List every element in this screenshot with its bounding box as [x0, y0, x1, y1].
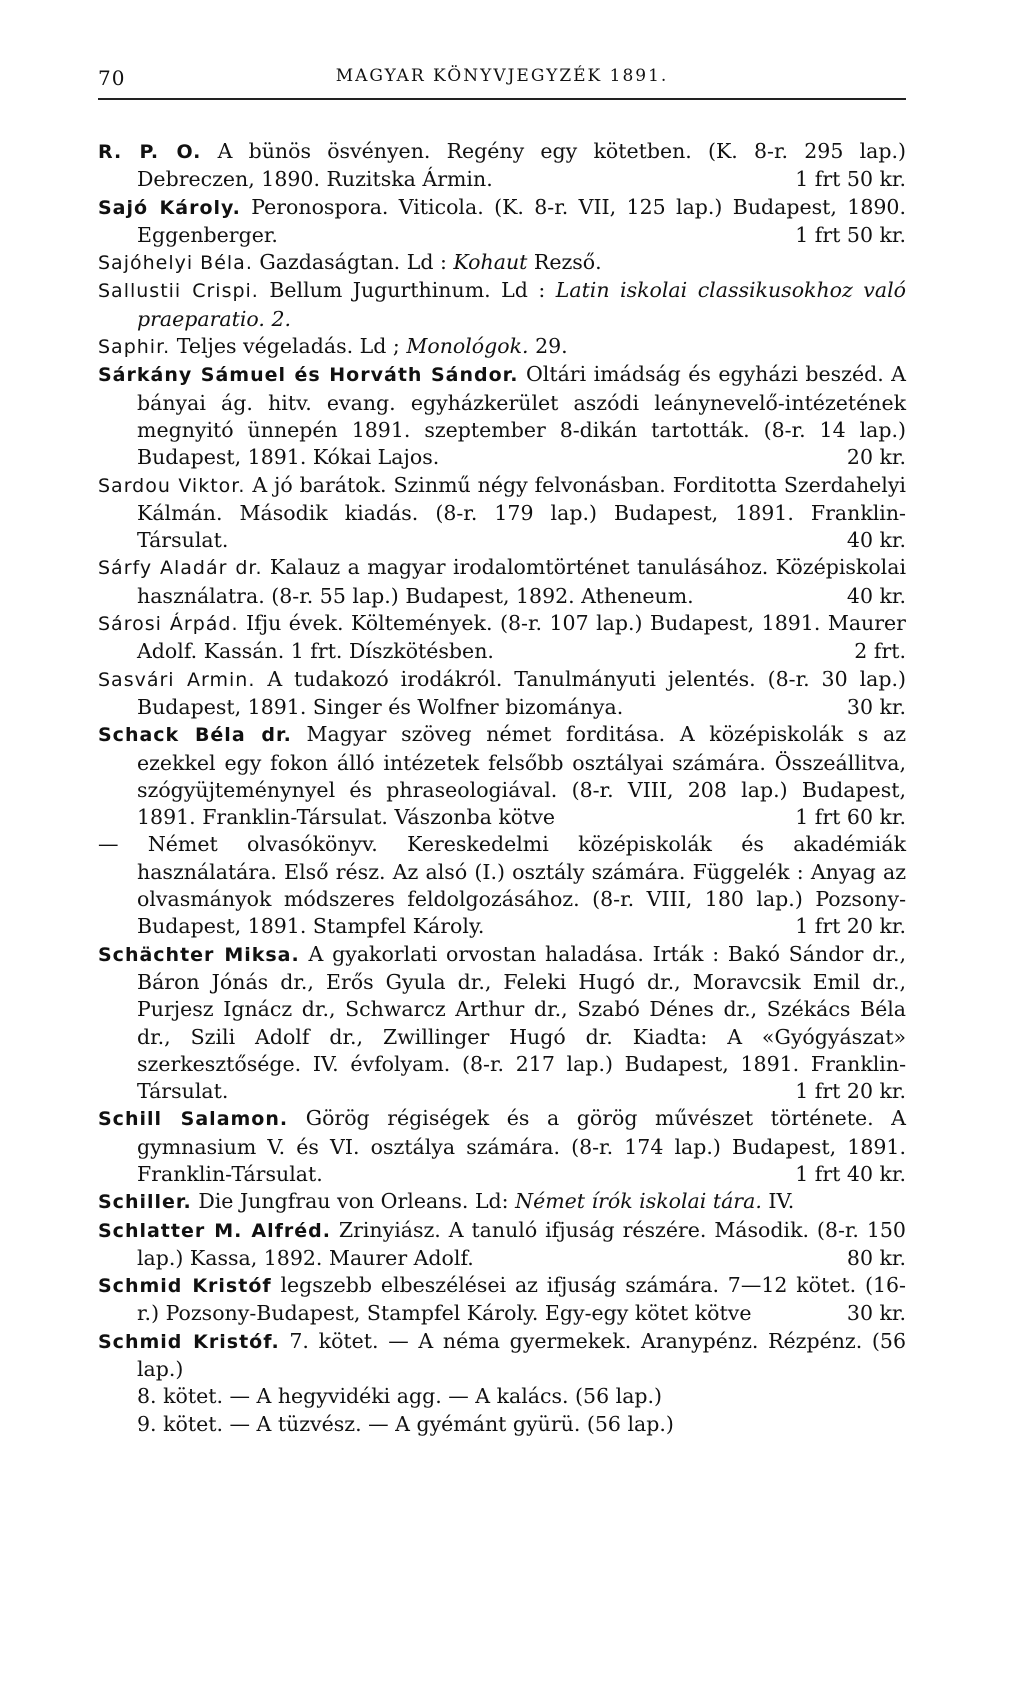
entry-text: Peronospora. Viticola. (K. 8-r. VII, 125 lap.) Budapest, 1890. Eggenberger. — [137, 194, 906, 247]
entry-text-tail: 29. — [535, 334, 568, 359]
entry-price: 30 kr. — [846, 694, 906, 719]
catalog-entry — [98, 333, 906, 361]
catalog-entry — [98, 666, 906, 722]
entry-text: Ifju évek. Költemények. (8-r. 107 lap.) Budapest, 1891. Maurer Adolf. Kassán. 1 frt. Díszkötésben. — [137, 611, 906, 664]
catalog-entry — [98, 1105, 906, 1188]
entry-list — [98, 138, 906, 1438]
entry-author: Sasvári Armin. — [98, 668, 256, 691]
entry-author: Schack Béla dr. — [98, 724, 292, 747]
entry-text-tail: Rezső. — [533, 250, 602, 275]
header-rule — [98, 98, 906, 100]
entry-dash: — — [98, 832, 119, 857]
entry-price: 2 frt. — [854, 639, 906, 664]
catalog-entry — [98, 277, 906, 333]
entry-text: 8. kötet. — A hegyvidéki agg. — A kalács. (56 lap.) — [137, 1384, 663, 1409]
catalog-entry — [98, 1217, 906, 1273]
entry-author: Saphir. — [98, 336, 171, 359]
entry-text: Teljes végeladás. Ld ; — [176, 334, 400, 359]
entry-crossref: Német írók iskolai tára. — [515, 1189, 762, 1214]
entry-author: Sardou Viktor. — [98, 474, 246, 497]
catalog-entry — [98, 941, 906, 1106]
catalog-entry — [98, 194, 906, 250]
entry-text: Zrinyiász. A tanuló ifjuság részére. Második. (8-r. 150 lap.) Kassa, 1892. Maurer Adolf. — [137, 1217, 906, 1270]
catalog-entry-continuation — [98, 1383, 906, 1410]
page-title: MAGYAR KÖNYVJEGYZÉK 1891. — [335, 66, 669, 86]
entry-author: Sárkány Sámuel és Horváth Sándor. — [98, 364, 519, 387]
entry-price: 20 kr. — [846, 445, 906, 470]
entry-text: A bünös ösvényen. Regény egy kötetben. (K. 8-r. 295 lap.) Debreczen, 1890. Ruzitska Ármin. — [137, 139, 906, 192]
page-number: 70 — [98, 66, 126, 90]
entry-crossref: Kohaut — [453, 250, 528, 275]
entry-text: A jó barátok. Szinmű négy felvonásban. Forditotta Szerdahelyi Kálmán. Második kiadás. (8-r. 179 lap.) Budapest, 1891. Franklin-Társulat. — [137, 472, 906, 553]
entry-author: Schächter Miksa. — [98, 943, 300, 966]
catalog-entry — [98, 721, 906, 831]
entry-price: 1 frt 50 kr. — [795, 222, 906, 247]
entry-author: R. P. O. — [98, 141, 202, 163]
catalog-entry — [98, 1328, 906, 1384]
catalog-entry-continuation — [98, 1411, 906, 1438]
entry-price: 1 frt 20 kr. — [795, 914, 906, 939]
entry-price: 1 frt 40 kr. — [795, 1161, 906, 1186]
entry-text: Magyar szöveg német forditása. A középiskolák s az ezekkel egy fokon álló intézetek felsőbb osztályai számára. Összeállitva, szógyüjteménynyel és phraseologiával. (8-r. VIII, 208 lap.) Budapest, 1891. Franklin-Társulat. Vászonba kötve — [137, 722, 906, 830]
entry-author: Schmid Kristóf. — [98, 1330, 280, 1353]
entry-text: Német olvasókönyv. Kereskedelmi középiskolák és akadémiák használatára. Első rész. Az alsó (I.) osztály számára. Függelék : Anyag az olvasmányok módszeres feldolgozásához. (8-r. VIII, 180 lap.) Pozsony-Budapest, 1891. Stampfel Károly. — [137, 832, 906, 939]
entry-crossref: Latin iskolai classikusokhoz való praeparatio. 2. — [137, 278, 906, 331]
entry-text: 7. kötet. — A néma gyermekek. Aranypénz. Rézpénz. (56 lap.) — [137, 1328, 907, 1382]
entry-text: A gyakorlati orvostan haladása. Irták : Bakó Sándor dr., Báron Jónás dr., Erős Gyula dr., Feleki Hugó dr., Moravcsik Emil dr., Purjesz Ignácz dr., Schwarcz Arthur dr., Szabó Dénes dr., Székács Béla dr., Szili Adolf dr., Zwillinger Hugó dr. Kiadta: A «Gyógyászat» szerkesztősége. IV. évfolyam. (8-r. 217 lap.) Budapest, 1891. Franklin-Társulat. — [137, 941, 906, 1104]
entry-author: Sajóhelyi Béla. — [98, 252, 253, 275]
entry-author: Sárfy Aladár dr. — [98, 557, 263, 580]
catalog-entry — [98, 1272, 906, 1328]
catalog-entry — [98, 249, 906, 277]
entry-author: Schlatter M. Alfréd. — [98, 1219, 331, 1242]
catalog-entry — [98, 1188, 906, 1216]
entry-text: Bellum Jugurthinum. Ld : — [269, 278, 546, 303]
entry-author: Schiller. — [98, 1191, 192, 1214]
entry-text-tail: IV. — [768, 1189, 795, 1214]
entry-author: Sajó Károly. — [98, 196, 241, 219]
entry-price: 1 frt 50 kr. — [795, 167, 906, 192]
entry-text: Die Jungfrau von Orleans. Ld: — [198, 1189, 509, 1214]
entry-crossref: Monológok. — [406, 334, 529, 359]
entry-text: Gazdaságtan. Ld : — [259, 250, 447, 275]
entry-text: legszebb elbeszélései az ifjuság számára. 7—12 kötet. (16-r.) Pozsony-Budapest, Stampfel Károly. Egy-egy kötet kötve — [137, 1273, 906, 1326]
catalog-entry — [98, 472, 906, 555]
running-head — [98, 60, 906, 96]
entry-price: 40 kr. — [846, 583, 906, 608]
entry-author: Schill Salamon. — [98, 1108, 289, 1131]
entry-author: Schmid Kristóf — [98, 1275, 272, 1298]
catalog-entry — [98, 554, 906, 610]
entry-text: Oltári imádság és egyházi beszéd. A bányai ág. hitv. evang. egyházkerület aszódi leánynevelő-intézetének megnyitó ünnepén 1891. szeptember 8-dikán tartották. (8-r. 14 lap.) Budapest, 1891. Kókai Lajos. — [137, 362, 906, 470]
catalog-entry — [98, 361, 906, 471]
catalog-entry — [98, 610, 906, 666]
entry-price: 1 frt 20 kr. — [795, 1079, 906, 1104]
entry-price: 30 kr. — [846, 1301, 906, 1326]
entry-text: Kalauz a magyar irodalomtörténet tanulásához. Középiskolai használatra. (8-r. 55 lap.) Budapest, 1892. Atheneum. — [137, 555, 906, 608]
entry-author: Sárosi Árpád. — [98, 613, 239, 636]
entry-price: 40 kr. — [846, 528, 906, 553]
entry-text: Görög régiségek és a görög művészet története. A gymnasium V. és VI. osztálya számára. (8-r. 174 lap.) Budapest, 1891. Franklin-Társulat. — [137, 1106, 906, 1186]
entry-price: 1 frt 60 kr. — [795, 805, 906, 830]
entry-text: 9. kötet. — A tüzvész. — A gyémánt gyürü. (56 lap.) — [137, 1411, 674, 1436]
catalog-entry — [98, 138, 906, 194]
entry-text: A tudakozó irodákról. Tanulmányuti jelentés. (8-r. 30 lap.) Budapest, 1891. Singer és Wolfner bizománya. — [137, 666, 906, 719]
catalog-entry — [98, 831, 906, 940]
entry-author: Sallustii Crispi. — [98, 280, 259, 303]
entry-price: 80 kr. — [846, 1245, 906, 1270]
